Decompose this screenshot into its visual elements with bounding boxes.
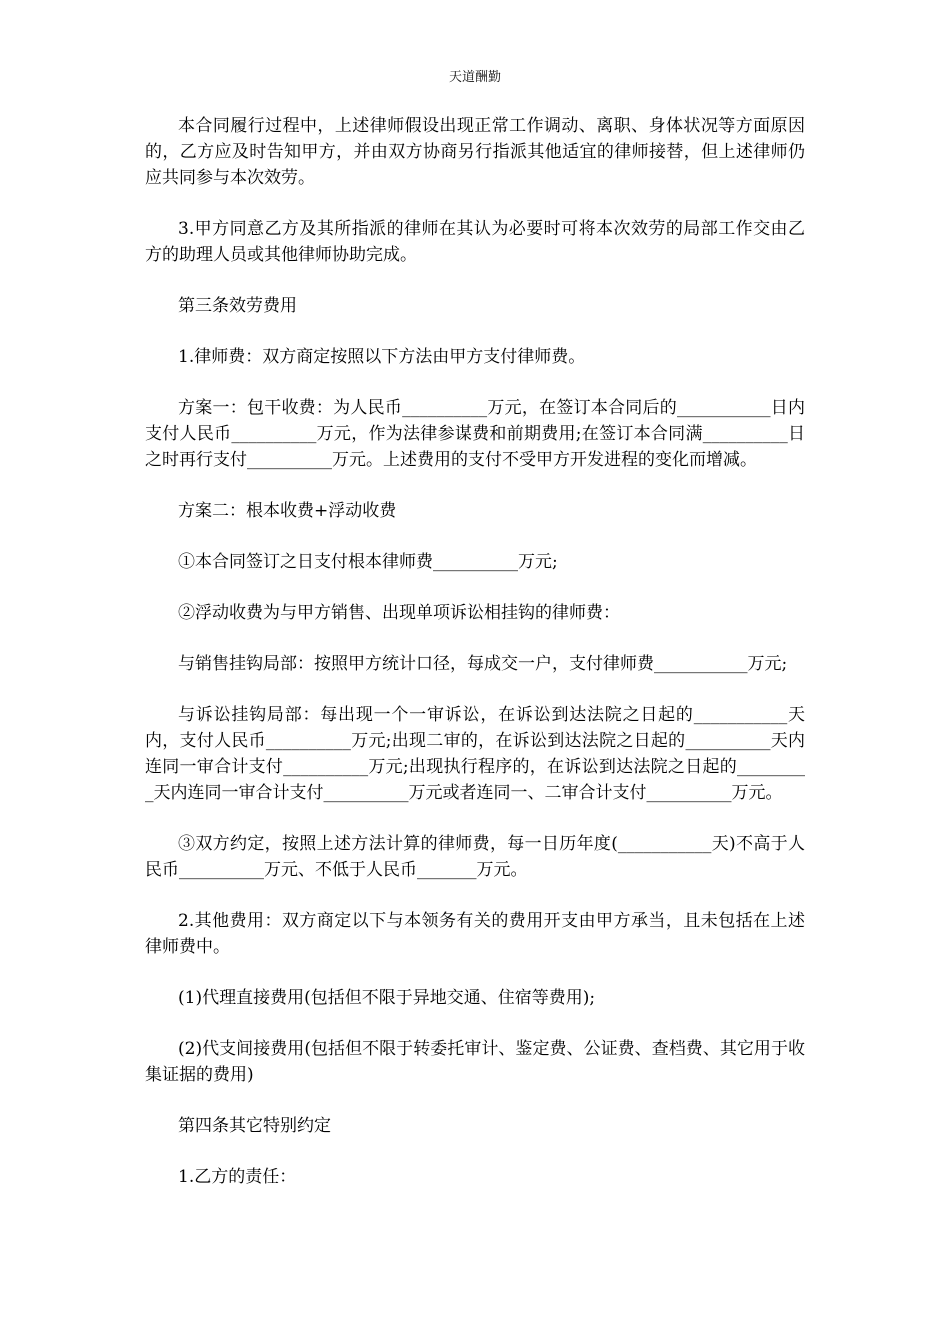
paragraph-floating-fee: ②浮动收费为与甲方销售、出现单项诉讼相挂钩的律师费： <box>178 603 620 623</box>
paragraph-base-fee: ①本合同签订之日支付根本律师费__________万元; <box>178 552 558 572</box>
paragraph-plan-one: 方案一：包干收费：为人民币__________万元，在签订本合同后的___________日内支付人民币__________万元，作为法律参谋费和前期费用;在签订本合同满__________日之时再行支付__________万元。上述费用的支付不受甲方开发进程的变化而增减。 <box>145 398 805 470</box>
paragraph-litigation-linked: 与诉讼挂钩局部：每出现一个一审诉讼，在诉讼到达法院之日起的___________天内，支付人民币__________万元;出现二审的，在诉讼到达法院之日起的__________天内连同一审合计支付__________万元;出现执行程序的，在诉讼到达法院之日起的_________天内连同一审合计支付__________万元或者连同一、二审合计支付__________万元。 <box>145 705 805 803</box>
paragraph-other-fees: 2.其他费用：双方商定以下与本领务有关的费用开支由甲方承当，且未包括在上述律师费中。 <box>145 911 805 957</box>
paragraph-lawyer-fee: 1.律师费：双方商定按照以下方法由甲方支付律师费。 <box>178 347 586 367</box>
page-header: 天道酬勤 <box>448 70 501 85</box>
paragraph-lawyer-replacement: 本合同履行过程中，上述律师假设出现正常工作调动、离职、身体状况等方面原因的，乙方应及时告知甲方，并由双方协商另行指派其他适宜的律师接替，但上述律师仍应共同参与本次效劳。 <box>145 116 805 188</box>
paragraph-party-b-duties: 1.乙方的责任： <box>178 1167 297 1187</box>
paragraph-direct-costs: (1)代理直接费用(包括但不限于异地交通、住宿等费用); <box>178 988 596 1008</box>
section-heading-special-terms: 第四条其它特别约定 <box>178 1116 331 1136</box>
paragraph-annual-cap: ③双方约定，按照上述方法计算的律师费，每一日历年度(___________天)不高于人民币__________万元、不低于人民币_______万元。 <box>145 834 805 880</box>
document-body <box>145 113 805 1215</box>
section-heading-fees: 第三条效劳费用 <box>178 296 297 316</box>
paragraph-plan-two: 方案二：根本收费+浮动收费 <box>178 501 397 521</box>
paragraph-sales-linked: 与销售挂钩局部：按照甲方统计口径，每成交一户，支付律师费___________万元; <box>178 654 788 674</box>
paragraph-indirect-costs: (2)代支间接费用(包括但不限于转委托审计、鉴定费、公证费、查档费、其它用于收集证据的费用) <box>145 1039 805 1085</box>
paragraph-assistant-help: 3.甲方同意乙方及其所指派的律师在其认为必要时可将本次效劳的局部工作交由乙方的助理人员或其他律师协助完成。 <box>145 219 805 265</box>
